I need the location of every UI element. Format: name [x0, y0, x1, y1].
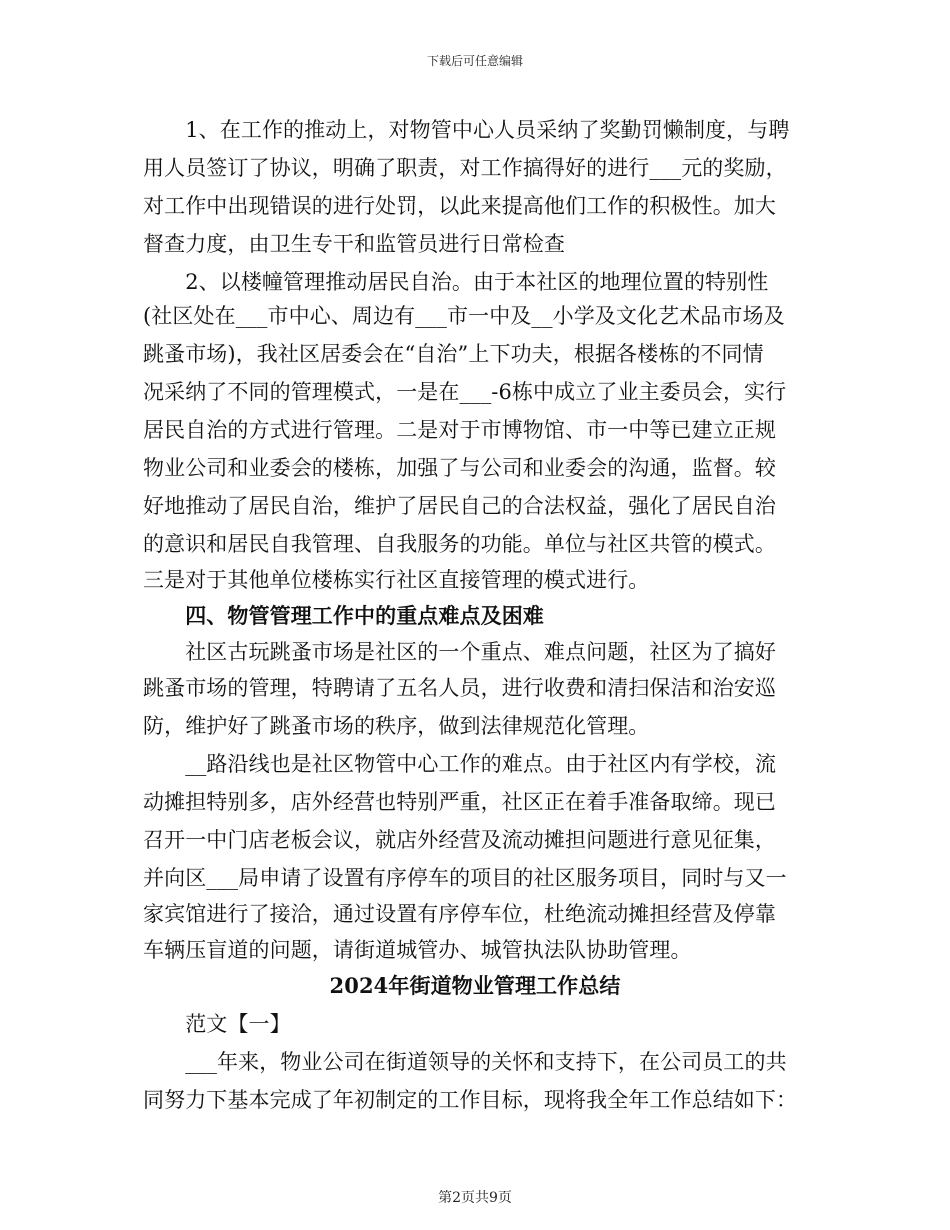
body-line: 的意识和居民自我管理、自我服务的功能。单位与社区共管的模式。 [143, 532, 776, 556]
body-line: 2、以楼幢管理推动居民自治。由于本社区的地理位置的特别性 [143, 270, 769, 294]
body-line: 跳蚤市场的管理，特聘请了五名人员，进行收费和清扫保洁和治安巡 [143, 676, 776, 700]
body-line: 召开一中门店老板会议，就店外经营及流动摊担问题进行意见征集， [143, 828, 776, 852]
body-line: __路沿线也是社区物管中心工作的难点。由于社区内有学校，流 [143, 752, 777, 776]
body-line: 物业公司和业委会的楼栋，加强了与公司和业委会的沟通，监督。较 [143, 456, 776, 480]
body-line: 三是对于其他单位楼栋实行社区直接管理的模式进行。 [143, 568, 650, 592]
body-line: 1、在工作的推动上，对物管中心人员采纳了奖勤罚懒制度，与聘 [143, 118, 790, 142]
section-heading: 四、物管管理工作中的重点难点及困难 [143, 603, 544, 628]
body-line: 对工作中出现错误的进行处罚，以此来提高他们工作的积极性。加大 [143, 194, 776, 218]
body-line: 车辆压盲道的问题，请街道城管办、城管执法队协助管理。 [143, 938, 692, 962]
body-line: 防，维护好了跳蚤市场的秩序，做到法律规范化管理。 [143, 714, 650, 738]
body-line: 家宾馆进行了接洽，通过设置有序停车位，杜绝流动摊担经营及停靠 [143, 902, 776, 926]
body-line: 同努力下基本完成了年初制定的工作目标，现将我全年工作总结如下： [143, 1088, 798, 1112]
body-line: 好地推动了居民自治，维护了居民自己的合法权益，强化了居民自治 [143, 494, 776, 518]
body-line: ___年来，物业公司在街道领导的关怀和支持下，在公司员工的共 [143, 1050, 787, 1074]
body-line: 社区古玩跳蚤市场是社区的一个重点、难点问题，社区为了搞好 [143, 640, 776, 664]
body-line: 居民自治的方式进行管理。二是对于市博物馆、市一中等已建立正规 [143, 418, 776, 442]
document-title: 2024年街道物业管理工作总结 [329, 973, 621, 998]
body-line: 况采纳了不同的管理模式，一是在___-6栋中成立了业主委员会，实行 [143, 380, 787, 404]
body-line: 用人员签订了协议，明确了职责，对工作搞得好的进行___元的奖励， [143, 156, 787, 180]
body-line: 动摊担特别多，店外经营也特别严重，社区正在着手准备取缔。现已 [143, 790, 776, 814]
body-line: 督查力度，由卫生专干和监管员进行日常检查 [143, 232, 565, 256]
body-line: 并向区___局申请了设置有序停车的项目的社区服务项目，同时与又一 [143, 866, 787, 890]
page-header: 下载后可任意编辑 [426, 54, 523, 68]
page-footer: 第2页共9页 [438, 1190, 512, 1206]
body-line: 范文【一】 [143, 1012, 291, 1036]
body-line: (社区处在___市中心、周边有___市一中及__小学及文化艺术品市场及 [143, 304, 785, 328]
body-line: 跳蚤市场)，我社区居委会在“自治”上下功夫，根据各楼栋的不同情 [143, 342, 764, 366]
